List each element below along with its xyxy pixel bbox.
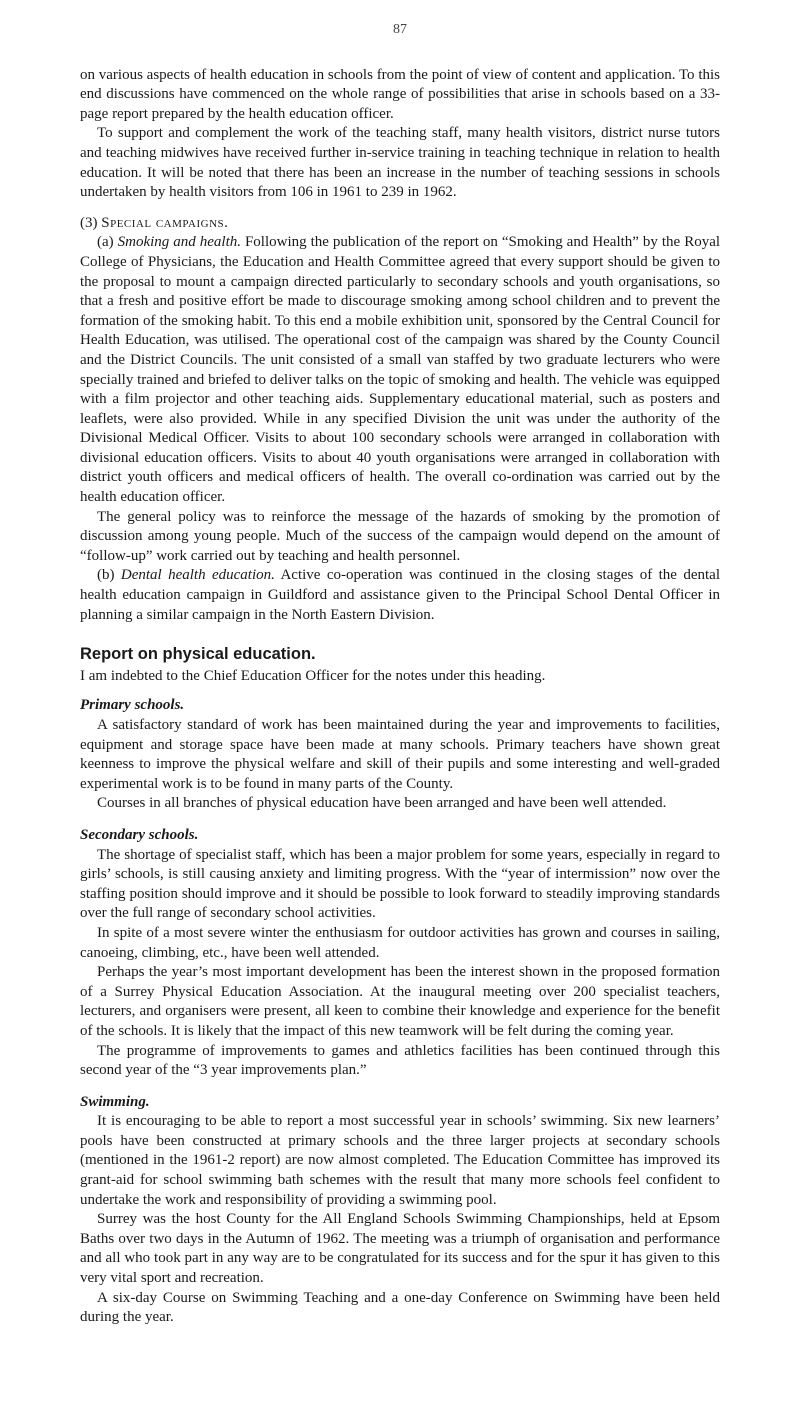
special-campaigns-heading: [80, 214, 720, 234]
swimming-paragraph-3: A six-day Course on Swimming Teaching and a one-day Conference on Swimming have been held during the year.: [80, 1289, 720, 1326]
dental-paragraph: [80, 566, 720, 625]
swimming-paragraph-2: Surrey was the host County for the All England Schools Swimming Championships, held at Epsom Baths over two days in the Autumn of 1962. The meeting was a triumph of organisation and performance and all who took part in any way are to be congratulated for its success and for the spur it has given to this very vital sport and recreation.: [80, 1211, 720, 1287]
secondary-paragraph-2: In spite of a most severe winter the enthusiasm for outdoor activities has grown and courses in sailing, canoeing, climbing, etc., have been well attended.: [80, 924, 720, 961]
report-intro: I am indebted to the Chief Education Officer for the notes under this heading.: [80, 667, 546, 684]
primary-schools-heading: Primary schools.: [80, 697, 185, 714]
primary-paragraph-2: Courses in all branches of physical education have been arranged and have been well attended.: [97, 795, 667, 812]
primary-paragraph-1: A satisfactory standard of work has been maintained during the year and improvements to facilities, equipment and storage space have been made at many schools. Primary teachers have shown great keenness to improve the physical welfare and skill of their pupils and some interesting and well-graded experimental work is to be found in many parts of the County.: [80, 717, 720, 792]
secondary-schools-heading: Secondary schools.: [80, 826, 199, 843]
page-number: 87: [393, 22, 407, 37]
secondary-paragraph-1: The shortage of specialist staff, which has been a major problem for some years, especially in regard to girls’ schools, is still causing anxiety and limiting progress. With the “year of intermission” now over the staffing position should improve and it should be possible to look forward to steadily improving standards over the full range of secondary school activities.: [80, 846, 720, 922]
document-page: [80, 20, 720, 1328]
swimming-heading: Swimming.: [80, 1093, 150, 1110]
section-title: Special campaigns.: [101, 214, 229, 231]
item-label: (a): [97, 234, 114, 251]
report-title: Report on physical education.: [80, 645, 316, 664]
smoking-paragraph-2: The general policy was to reinforce the message of the hazards of smoking by the promotion of discussion among young people. Much of the success of the campaign would depend on the amount of “follow-up” work carried out by teaching and health personnel.: [80, 508, 720, 564]
item-label: (b): [97, 567, 115, 584]
section-number: (3): [80, 214, 98, 231]
item-title: Smoking and health.: [117, 234, 241, 251]
item-text: Active co-operation was continued in the closing stages of the dental health education campaign in Guildford and assistance given to the Principal School Dental Officer in planning a similar campaign in the North Eastern Division.: [80, 567, 721, 623]
swimming-paragraph-1: It is encouraging to be able to report a most successful year in schools’ swimming. Six new learners’ pools have been constructed at primary schools and the three larger projects at secondary schools (mentioned in the 1961-2 report) are now almost completed. The Education Committee has improved its grant-aid for school swimming bath schemes with the result that many more schools feel confident to undertake the work and responsibility of providing a swimming pool.: [80, 1113, 720, 1208]
item-text: Following the publication of the report on “Smoking and Health” by the Royal College of Physicians, the Education and Health Committee agreed that every support should be given to the proposal to mount a campaign directed particularly to secondary schools and youth organisations, so that a fresh and positive effort be made to discourage smoking among school children and to prevent the formation of the smoking habit. To this end a mobile exhibition unit, sponsored by the Central Council for Health Education, was utilised. The operational cost of the campaign was shared by the County Council and the District Councils. The unit consisted of a small van staffed by two graduate lecturers who were specially trained and briefed to deliver talks on the topic of smoking and health. The vehicle was equipped with a film projector and other teaching aids. Supplementary educational material, such as posters and leaflets, were also provided. While in any specified Division the unit was under the authority of the Divisional Medical Officer. Visits to about 100 secondary schools were arranged in collaboration with divisional education officers. Visits to about 40 youth organisations were arranged in collaboration with district youth officers and medical officers of health. The overall co-ordination was carried out by the health education officer.: [80, 234, 721, 506]
secondary-paragraph-4: The programme of improvements to games and athletics facilities has been continued through this second year of the “3 year improvements plan.”: [80, 1042, 720, 1079]
secondary-paragraph-3: Perhaps the year’s most important development has been the interest shown in the proposed formation of a Surrey Physical Education Association. At the inaugural meeting over 200 specialist teachers, lecturers, and organisers were present, all keen to combine their knowledge and experience for the benefit of the schools. It is likely that the impact of this new teamwork will be felt during the coming year.: [80, 964, 720, 1039]
intro-paragraph-1: on various aspects of health education in schools from the point of view of content and application. To this end discussions have commenced on the whole range of possibilities that arise in schools based on a 33-page report prepared by the health education officer.: [80, 66, 720, 122]
smoking-paragraph-1: [80, 233, 720, 507]
intro-paragraph-2: To support and complement the work of the teaching staff, many health visitors, district nurse tutors and teaching midwives have received further in-service training in teaching technique in relation to health education. It will be noted that there has been an increase in the number of teaching sessions in schools undertaken by health visitors from 106 in 1961 to 239 in 1962.: [80, 125, 720, 201]
item-title: Dental health education.: [120, 567, 275, 584]
